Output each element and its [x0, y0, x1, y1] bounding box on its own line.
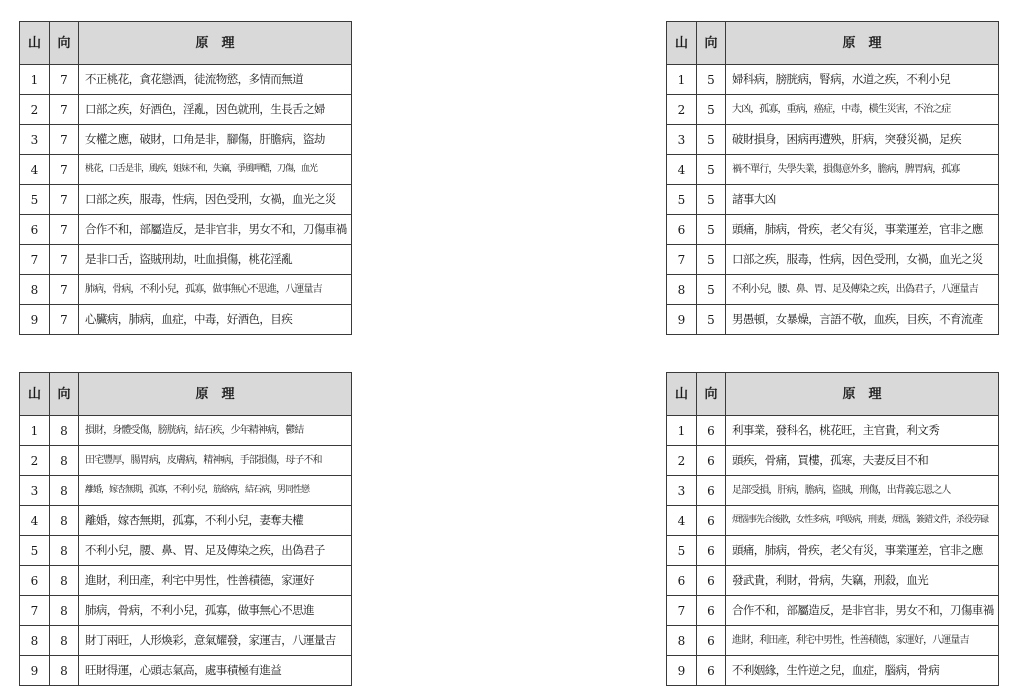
principle-cell: 煩惱事先合後散，女性多病，呼吸病，刑妻，煩惱，簽錯文件，杀役劳碌	[726, 506, 999, 536]
table-row	[667, 446, 999, 476]
header-facing: 向	[50, 373, 79, 416]
mountain-cell: 8	[667, 275, 697, 305]
principle-cell: 不利姻緣，生忤逆之兒，血症，腦病，骨病	[726, 656, 999, 686]
principle-cell: 口部之疾，服毒，性病，因色受刑，女禍，血光之災	[726, 245, 999, 275]
facing-cell: 5	[697, 275, 726, 305]
facing-cell: 6	[697, 416, 726, 446]
principle-cell: 田宅豐厚，腸胃病，皮膚病，精神病，手部損傷，母子不和	[79, 446, 352, 476]
principle-cell: 桃花，口舌是非，風疾，姐妹不和，失竊，爭風呷醋，刀傷，血光	[79, 155, 352, 185]
mountain-cell: 8	[20, 626, 50, 656]
header-mountain: 山	[667, 373, 697, 416]
principle-cell: 大凶，孤寡，重病，癌症，中毒，橫生災害，不治之症	[726, 95, 999, 125]
mountain-cell: 1	[20, 65, 50, 95]
facing-cell: 7	[50, 275, 79, 305]
header-principle: 原 理	[726, 373, 999, 416]
principle-table-mountain-1-facing-8	[19, 372, 352, 686]
table-row	[20, 305, 352, 335]
table-row	[667, 245, 999, 275]
facing-cell: 8	[50, 506, 79, 536]
principle-table-mountain-1-facing-6	[666, 372, 999, 686]
facing-cell: 7	[50, 65, 79, 95]
principle-cell: 口部之疾，好酒色，淫亂，因色就刑，生長舌之婦	[79, 95, 352, 125]
header-mountain: 山	[20, 373, 50, 416]
facing-cell: 8	[50, 566, 79, 596]
table-row	[667, 656, 999, 686]
table-row	[20, 65, 352, 95]
principle-cell: 口部之疾，服毒，性病，因色受刑，女禍，血光之災	[79, 185, 352, 215]
header-principle: 原 理	[79, 22, 352, 65]
header-facing: 向	[697, 373, 726, 416]
facing-cell: 6	[697, 446, 726, 476]
table-row	[20, 626, 352, 656]
table-row	[20, 536, 352, 566]
mountain-cell: 7	[667, 596, 697, 626]
mountain-cell: 5	[667, 536, 697, 566]
header-mountain: 山	[667, 22, 697, 65]
principle-cell: 頭痛，肺病，骨疾，老父有災，事業運差，官非之應	[726, 215, 999, 245]
table-row	[20, 446, 352, 476]
principle-cell: 女權之應，破財，口角是非，腳傷，肝膽病，盜劫	[79, 125, 352, 155]
mountain-cell: 2	[667, 95, 697, 125]
facing-cell: 8	[50, 446, 79, 476]
facing-cell: 7	[50, 125, 79, 155]
table-row	[667, 536, 999, 566]
facing-cell: 6	[697, 476, 726, 506]
table-row	[667, 476, 999, 506]
mountain-cell: 9	[667, 305, 697, 335]
principle-cell: 婦科病，膀胱病，腎病，水道之疾，不利小兒	[726, 65, 999, 95]
mountain-cell: 9	[20, 305, 50, 335]
table-row	[20, 245, 352, 275]
table-row	[667, 215, 999, 245]
mountain-cell: 2	[667, 446, 697, 476]
table-row	[20, 215, 352, 245]
header-principle: 原 理	[79, 373, 352, 416]
table-header-row	[20, 373, 352, 416]
table-row	[667, 65, 999, 95]
mountain-cell: 1	[667, 65, 697, 95]
facing-cell: 7	[50, 215, 79, 245]
mountain-cell: 1	[20, 416, 50, 446]
mountain-cell: 9	[20, 656, 50, 686]
mountain-cell: 8	[667, 626, 697, 656]
table-header-row	[667, 22, 999, 65]
principle-cell: 離婚，嫁杏無期，孤寡，不利小兒，筋絡病，結石病，男同性戀	[79, 476, 352, 506]
header-facing: 向	[697, 22, 726, 65]
table-row	[20, 656, 352, 686]
principle-cell: 不正桃花，貪花戀酒，徒流物慾，多情而無道	[79, 65, 352, 95]
facing-cell: 8	[50, 656, 79, 686]
mountain-cell: 4	[20, 155, 50, 185]
table-row	[20, 506, 352, 536]
principle-cell: 頭疾，骨痛，買樓，孤寒，夫妻反目不和	[726, 446, 999, 476]
header-principle: 原 理	[726, 22, 999, 65]
facing-cell: 7	[50, 185, 79, 215]
principle-cell: 離婚，嫁杏無期，孤寡，不利小兒，妻奪夫權	[79, 506, 352, 536]
table-row	[20, 95, 352, 125]
header-mountain: 山	[20, 22, 50, 65]
mountain-cell: 8	[20, 275, 50, 305]
principle-cell: 是非口舌，盜賊刑劫，吐血損傷，桃花淫亂	[79, 245, 352, 275]
table-row	[20, 416, 352, 446]
facing-cell: 8	[50, 626, 79, 656]
facing-cell: 7	[50, 305, 79, 335]
table-row	[20, 155, 352, 185]
mountain-cell: 3	[667, 476, 697, 506]
facing-cell: 8	[50, 416, 79, 446]
mountain-cell: 1	[667, 416, 697, 446]
mountain-cell: 2	[20, 95, 50, 125]
table-header-row	[20, 22, 352, 65]
header-facing: 向	[50, 22, 79, 65]
mountain-cell: 6	[20, 566, 50, 596]
mountain-cell: 3	[20, 125, 50, 155]
principle-cell: 肺病，骨病，不利小兒，孤寡，做事無心不思進	[79, 596, 352, 626]
principle-cell: 諸事大凶	[726, 185, 999, 215]
principle-cell: 合作不和，部屬造反，是非官非，男女不和，刀傷車禍	[726, 596, 999, 626]
mountain-cell: 9	[667, 656, 697, 686]
mountain-cell: 6	[20, 215, 50, 245]
principle-cell: 財丁兩旺，人形煥彩，意氣耀發，家運吉，八運量吉	[79, 626, 352, 656]
principle-cell: 進財，利田產，利宅中男性，性善積德，家運好，八運量吉	[726, 626, 999, 656]
table-row	[667, 566, 999, 596]
facing-cell: 5	[697, 245, 726, 275]
facing-cell: 5	[697, 95, 726, 125]
facing-cell: 6	[697, 626, 726, 656]
mountain-cell: 7	[20, 596, 50, 626]
principle-table-mountain-1-facing-5	[666, 21, 999, 335]
mountain-cell: 7	[20, 245, 50, 275]
facing-cell: 6	[697, 536, 726, 566]
facing-cell: 8	[50, 476, 79, 506]
mountain-cell: 5	[20, 185, 50, 215]
principle-cell: 合作不和，部屬造反，是非官非，男女不和，刀傷車禍	[79, 215, 352, 245]
facing-cell: 5	[697, 215, 726, 245]
mountain-cell: 5	[667, 185, 697, 215]
table-row	[667, 185, 999, 215]
facing-cell: 8	[50, 536, 79, 566]
mountain-cell: 7	[667, 245, 697, 275]
table-row	[667, 125, 999, 155]
table-row	[20, 125, 352, 155]
facing-cell: 7	[50, 245, 79, 275]
principle-table-mountain-1-facing-7	[19, 21, 352, 335]
principle-cell: 男愚頓，女暴燥，言語不敬，血疾，目疾，不育流產	[726, 305, 999, 335]
principle-cell: 發武貴，利財，骨病，失竊，刑殺，血光	[726, 566, 999, 596]
facing-cell: 5	[697, 155, 726, 185]
table-row	[20, 185, 352, 215]
facing-cell: 6	[697, 566, 726, 596]
table-row	[667, 596, 999, 626]
principle-cell: 肺病，骨病，不利小兒，孤寡，做事無心不思進，八運量吉	[79, 275, 352, 305]
table-row	[667, 506, 999, 536]
mountain-cell: 2	[20, 446, 50, 476]
facing-cell: 7	[50, 95, 79, 125]
table-header-row	[667, 373, 999, 416]
table-row	[20, 566, 352, 596]
facing-cell: 6	[697, 656, 726, 686]
mountain-cell: 5	[20, 536, 50, 566]
facing-cell: 5	[697, 185, 726, 215]
principle-cell: 足部受損，肝病，膽病，盜賊，刑傷，出背義忘恩之人	[726, 476, 999, 506]
table-row	[667, 626, 999, 656]
principle-cell: 進財，利田產，利宅中男性，性善積德，家運好	[79, 566, 352, 596]
principle-cell: 頭痛，肺病，骨疾，老父有災，事業運差，官非之應	[726, 536, 999, 566]
principle-cell: 心臟病，肺病，血症，中毒，好酒色，目疾	[79, 305, 352, 335]
table-row	[667, 416, 999, 446]
principle-cell: 破財損身，困病再遭殃，肝病，突發災禍，足疾	[726, 125, 999, 155]
facing-cell: 8	[50, 596, 79, 626]
principle-cell: 旺財得運，心頭志氣高，處事積極有進益	[79, 656, 352, 686]
table-row	[667, 275, 999, 305]
facing-cell: 6	[697, 506, 726, 536]
principle-cell: 不利小兒，腰、鼻、胃、足及傳染之疾，出偽君子	[79, 536, 352, 566]
principle-cell: 不利小兒，腰、鼻、胃、足及傳染之疾，出偽君子，八運量吉	[726, 275, 999, 305]
table-row	[20, 275, 352, 305]
mountain-cell: 4	[20, 506, 50, 536]
facing-cell: 7	[50, 155, 79, 185]
table-row	[20, 476, 352, 506]
facing-cell: 5	[697, 305, 726, 335]
mountain-cell: 3	[20, 476, 50, 506]
table-row	[667, 155, 999, 185]
mountain-cell: 6	[667, 215, 697, 245]
principle-cell: 利事業，發科名，桃花旺，主官貴，利文秀	[726, 416, 999, 446]
table-row	[667, 95, 999, 125]
mountain-cell: 3	[667, 125, 697, 155]
facing-cell: 6	[697, 596, 726, 626]
facing-cell: 5	[697, 65, 726, 95]
principle-cell: 禍不單行，失學失業，損傷意外多，膽病，脾胃病，孤寡	[726, 155, 999, 185]
mountain-cell: 6	[667, 566, 697, 596]
mountain-cell: 4	[667, 506, 697, 536]
mountain-cell: 4	[667, 155, 697, 185]
facing-cell: 5	[697, 125, 726, 155]
table-row	[667, 305, 999, 335]
principle-cell: 損財，身體受傷，膀胱病，結石疾，少年精神病，鬱結	[79, 416, 352, 446]
table-row	[20, 596, 352, 626]
